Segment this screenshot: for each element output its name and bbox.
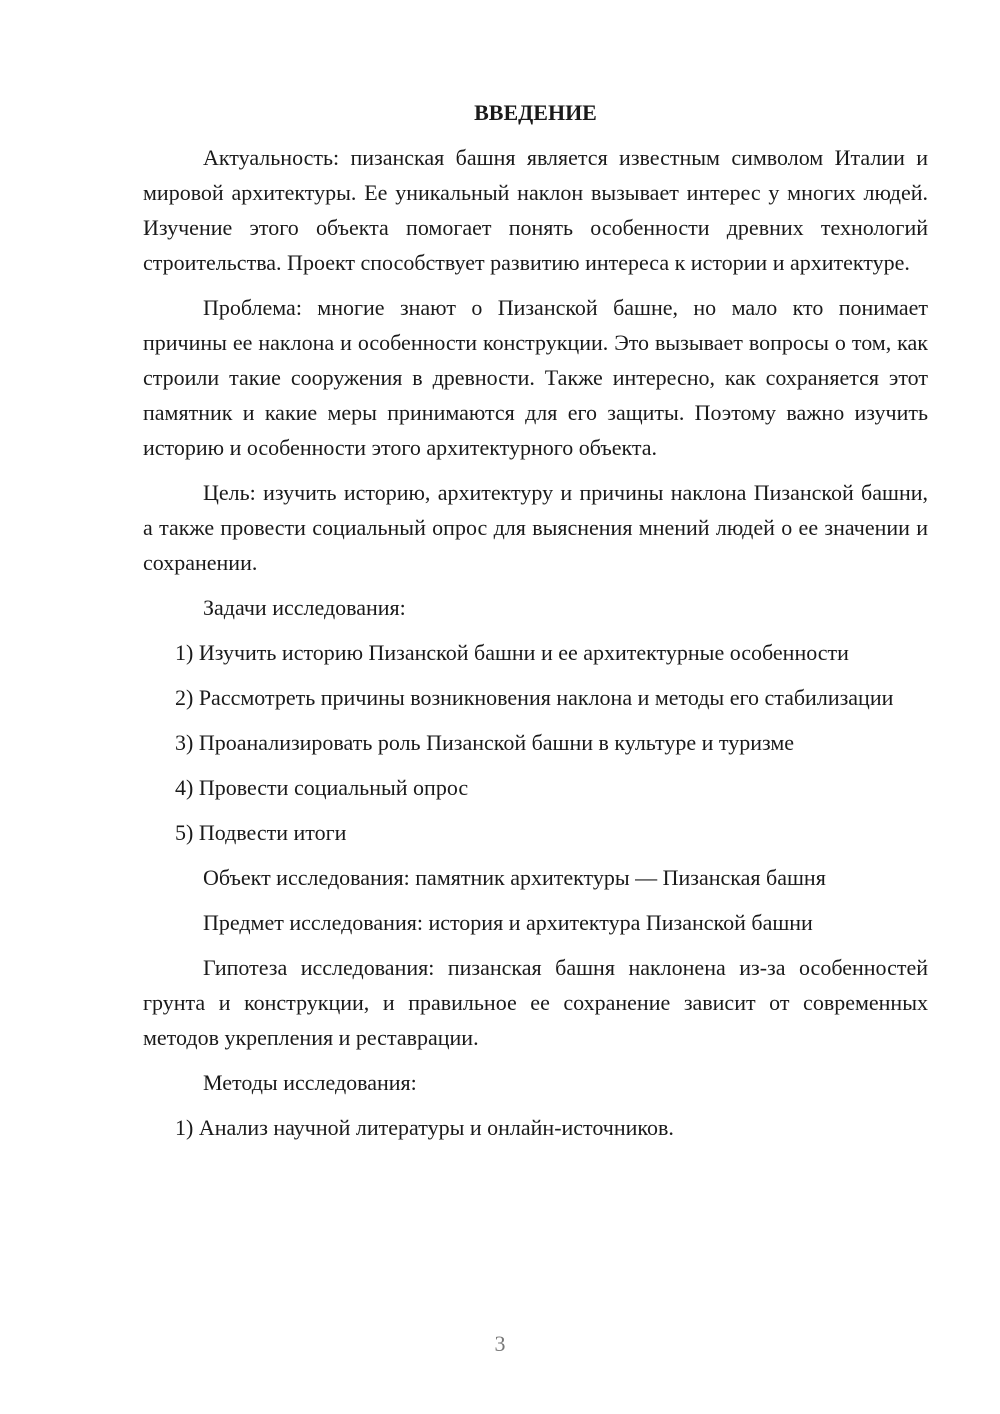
methods-heading: Методы исследования: bbox=[203, 1070, 417, 1095]
research-subject: Предмет исследования: история и архитектура Пизанской башни bbox=[203, 910, 813, 935]
method-item: 1) Анализ научной литературы и онлайн-источников. bbox=[175, 1115, 674, 1140]
page-number: 3 bbox=[494, 1331, 506, 1356]
problem-paragraph: Проблема: многие знают о Пизанской башне, но мало кто понимает причины ее наклона и особенности конструкции. Это вызывает вопросы о том, как строили такие сооружения в древности. Также интересно, как сохраняется этот памятник и какие меры принимаются для его защиты. Поэтому важно изучить историю и особенности этого архитектурного объекта. bbox=[143, 295, 928, 460]
task-item: 3) Проанализировать роль Пизанской башни в культуре и туризме bbox=[175, 730, 795, 755]
hypothesis-paragraph: Гипотеза исследования: пизанская башня наклонена из-за особенностей грунта и конструкции, и правильное ее сохранение зависит от современных методов укрепления и реставрации. bbox=[143, 955, 928, 1050]
task-item: 2) Рассмотреть причины возникновения наклона и методы его стабилизации bbox=[175, 685, 894, 710]
document-page bbox=[143, 95, 928, 1155]
research-object: Объект исследования: памятник архитектуры — Пизанская башня bbox=[203, 865, 826, 890]
tasks-heading: Задачи исследования: bbox=[203, 595, 406, 620]
task-item: 1) Изучить историю Пизанской башни и ее архитектурные особенности bbox=[175, 640, 849, 665]
goal-paragraph: Цель: изучить историю, архитектуру и причины наклона Пизанской башни, а также провести социальный опрос для выяснения мнений людей о ее значении и сохранении. bbox=[143, 480, 928, 575]
task-item: 4) Провести социальный опрос bbox=[175, 775, 469, 800]
page-title: ВВЕДЕНИЕ bbox=[474, 100, 597, 125]
relevance-paragraph: Актуальность: пизанская башня является известным символом Италии и мировой архитектуры. Ее уникальный наклон вызывает интерес у многих людей. Изучение этого объекта помогает понять особенности древних технологий строительства. Проект способствует развитию интереса к истории и архитектуре. bbox=[143, 145, 928, 275]
task-item: 5) Подвести итоги bbox=[175, 820, 347, 845]
